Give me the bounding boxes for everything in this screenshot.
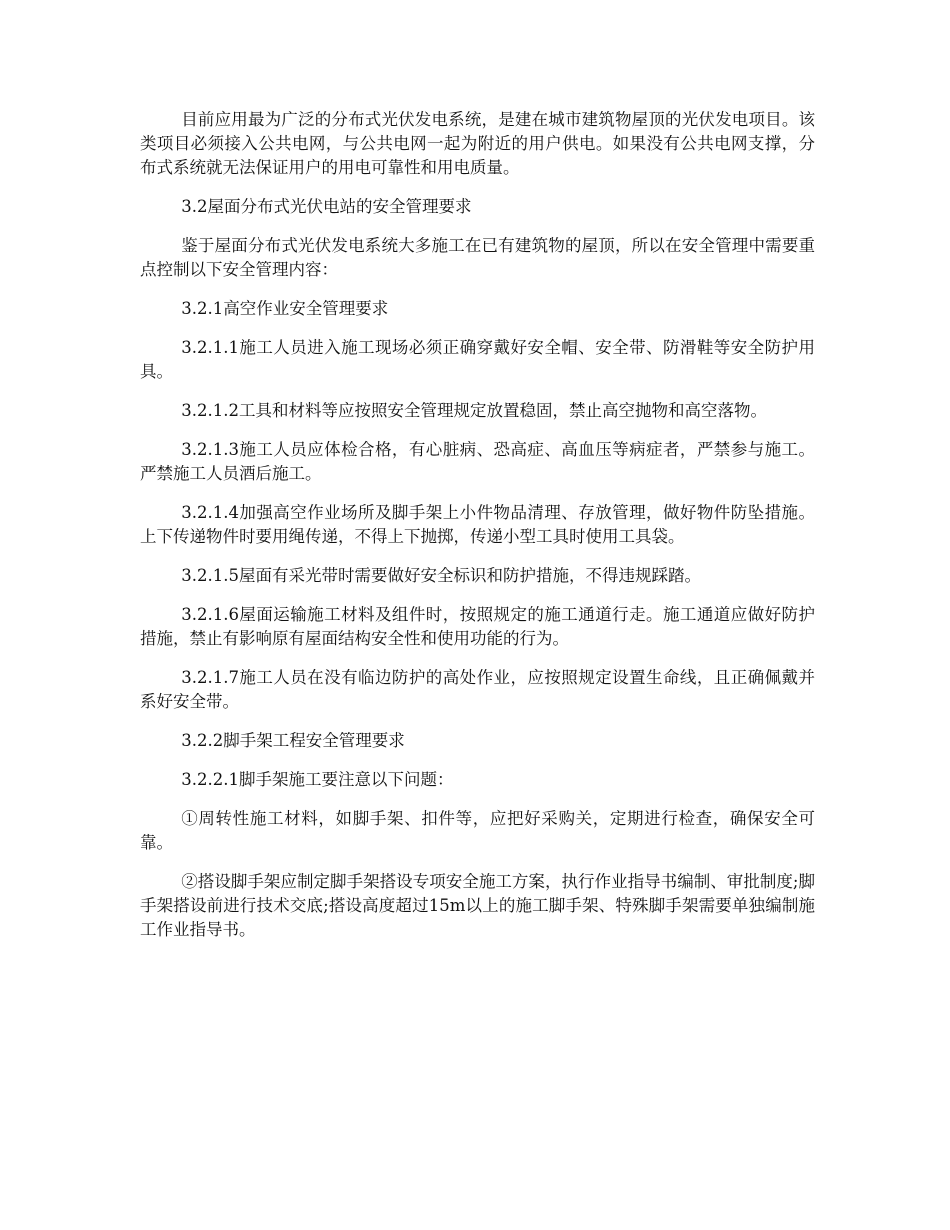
list-item-1: ①周转性施工材料，如脚手架、扣件等，应把好采购关，定期进行检查，确保安全可靠。 — [140, 809, 815, 852]
section-heading-3-2-1: 3.2.1高空作业安全管理要求 — [181, 299, 389, 318]
section-heading-3-2-2: 3.2.2脚手架工程安全管理要求 — [181, 731, 405, 750]
clause-3-2-1-3: 3.2.1.3施工人员应体检合格，有心脏病、恐高症、高血压等病症者，严禁参与施工。严禁施工人员酒后施工。 — [140, 440, 815, 483]
document-body — [140, 108, 815, 957]
clause-3-2-1-7: 3.2.1.7施工人员在没有临边防护的高处作业，应按照规定设置生命线，且正确佩戴并系好安全带。 — [140, 668, 815, 711]
intro-paragraph: 目前应用最为广泛的分布式光伏发电系统，是建在城市建筑物屋顶的光伏发电项目。该类项目必须接入公共电网，与公共电网一起为附近的用户供电。如果没有公共电网支撑，分布式系统就无法保证用户的用电可靠性和用电质量。 — [140, 110, 815, 177]
section-3-2-paragraph: 鉴于屋面分布式光伏发电系统大多施工在已有建筑物的屋顶，所以在安全管理中需要重点控制以下安全管理内容： — [140, 236, 815, 279]
clause-3-2-1-6: 3.2.1.6屋面运输施工材料及组件时，按照规定的施工通道行走。施工通道应做好防护措施，禁止有影响原有屋面结构安全性和使用功能的行为。 — [140, 605, 815, 648]
clause-3-2-1-2: 3.2.1.2工具和材料等应按照安全管理规定放置稳固，禁止高空抛物和高空落物。 — [181, 401, 767, 420]
clause-3-2-2-1: 3.2.2.1脚手架施工要注意以下问题： — [181, 770, 454, 789]
section-heading-3-2: 3.2屋面分布式光伏电站的安全管理要求 — [181, 197, 472, 216]
clause-3-2-1-4: 3.2.1.4加强高空作业场所及脚手架上小件物品清理、存放管理，做好物件防坠措施。上下传递物件时要用绳传递，不得上下抛掷，传递小型工具时使用工具袋。 — [140, 503, 815, 546]
list-item-2: ②搭设脚手架应制定脚手架搭设专项安全施工方案，执行作业指导书编制、审批制度;脚手架搭设前进行技术交底;搭设高度超过15m以上的施工脚手架、特殊脚手架需要单独编制施工作业指导书。 — [140, 872, 815, 939]
clause-3-2-1-1: 3.2.1.1施工人员进入施工现场必须正确穿戴好安全帽、安全带、防滑鞋等安全防护用具。 — [140, 338, 815, 381]
clause-3-2-1-5: 3.2.1.5屋面有采光带时需要做好安全标识和防护措施，不得违规踩踏。 — [181, 566, 701, 585]
